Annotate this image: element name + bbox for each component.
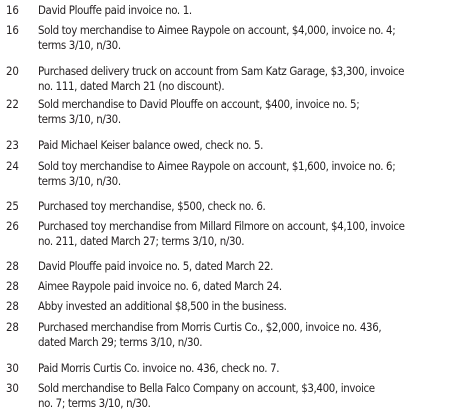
description-line: Aimee Raypole paid invoice no. 6, dated March 24. bbox=[38, 279, 282, 293]
transaction-day: 16 bbox=[6, 23, 19, 37]
transaction-description bbox=[38, 138, 452, 153]
transaction-day: 28 bbox=[6, 259, 19, 273]
transaction-day: 30 bbox=[6, 361, 19, 375]
transaction-day: 30 bbox=[6, 381, 19, 395]
description-line: no. 7; terms 3/10, n/30. bbox=[38, 396, 151, 410]
transaction-description bbox=[38, 259, 452, 274]
description-line: terms 3/10, n/30. bbox=[38, 112, 121, 126]
transaction-day: 28 bbox=[6, 299, 19, 313]
description-line: Sold toy merchandise to Aimee Raypole on account, $1,600, invoice no. 6; bbox=[38, 159, 396, 173]
description-line: Purchased toy merchandise from Millard Filmore on account, $4,100, invoice bbox=[38, 219, 405, 233]
transaction-day: 28 bbox=[6, 320, 19, 334]
description-line: David Plouffe paid invoice no. 1. bbox=[38, 3, 192, 17]
description-line: terms 3/10, n/30. bbox=[38, 38, 121, 52]
transaction-day: 25 bbox=[6, 199, 19, 213]
transaction-day: 24 bbox=[6, 159, 19, 173]
transaction-description bbox=[38, 23, 452, 53]
description-line: Purchased delivery truck on account from Sam Katz Garage, $3,300, invoice bbox=[38, 64, 405, 78]
description-line: Abby invested an additional $8,500 in the business. bbox=[38, 299, 287, 313]
description-line: Sold toy merchandise to Aimee Raypole on account, $4,000, invoice no. 4; bbox=[38, 23, 396, 37]
transaction-day: 28 bbox=[6, 279, 19, 293]
description-line: Paid Morris Curtis Co. invoice no. 436, check no. 7. bbox=[38, 361, 280, 375]
transaction-description bbox=[38, 361, 452, 376]
transaction-description bbox=[38, 3, 452, 18]
transaction-day: 22 bbox=[6, 97, 19, 111]
transaction-description bbox=[38, 97, 452, 127]
description-line: no. 111, dated March 21 (no discount). bbox=[38, 79, 225, 93]
description-line: Sold merchandise to Bella Falco Company on account, $3,400, invoice bbox=[38, 381, 375, 395]
transaction-description bbox=[38, 381, 452, 411]
transaction-description bbox=[38, 64, 452, 94]
description-line: dated March 29; terms 3/10, n/30. bbox=[38, 335, 203, 349]
description-line: Purchased toy merchandise, $500, check no. 6. bbox=[38, 199, 266, 213]
transaction-day: 26 bbox=[6, 219, 19, 233]
description-line: Purchased merchandise from Morris Curtis Co., $2,000, invoice no. 436, bbox=[38, 320, 382, 334]
description-line: Sold merchandise to David Plouffe on account, $400, invoice no. 5; bbox=[38, 97, 360, 111]
transaction-description bbox=[38, 219, 452, 249]
transaction-day: 16 bbox=[6, 3, 19, 17]
description-line: Paid Michael Keiser balance owed, check no. 5. bbox=[38, 138, 264, 152]
description-line: terms 3/10, n/30. bbox=[38, 174, 121, 188]
transaction-description bbox=[38, 279, 452, 294]
transaction-day: 23 bbox=[6, 138, 19, 152]
description-line: David Plouffe paid invoice no. 5, dated March 22. bbox=[38, 259, 274, 273]
transaction-description bbox=[38, 320, 452, 350]
transaction-description bbox=[38, 159, 452, 189]
transaction-description bbox=[38, 199, 452, 214]
description-line: no. 211, dated March 27; terms 3/10, n/30. bbox=[38, 234, 245, 248]
transaction-day: 20 bbox=[6, 64, 19, 78]
transaction-description bbox=[38, 299, 452, 314]
